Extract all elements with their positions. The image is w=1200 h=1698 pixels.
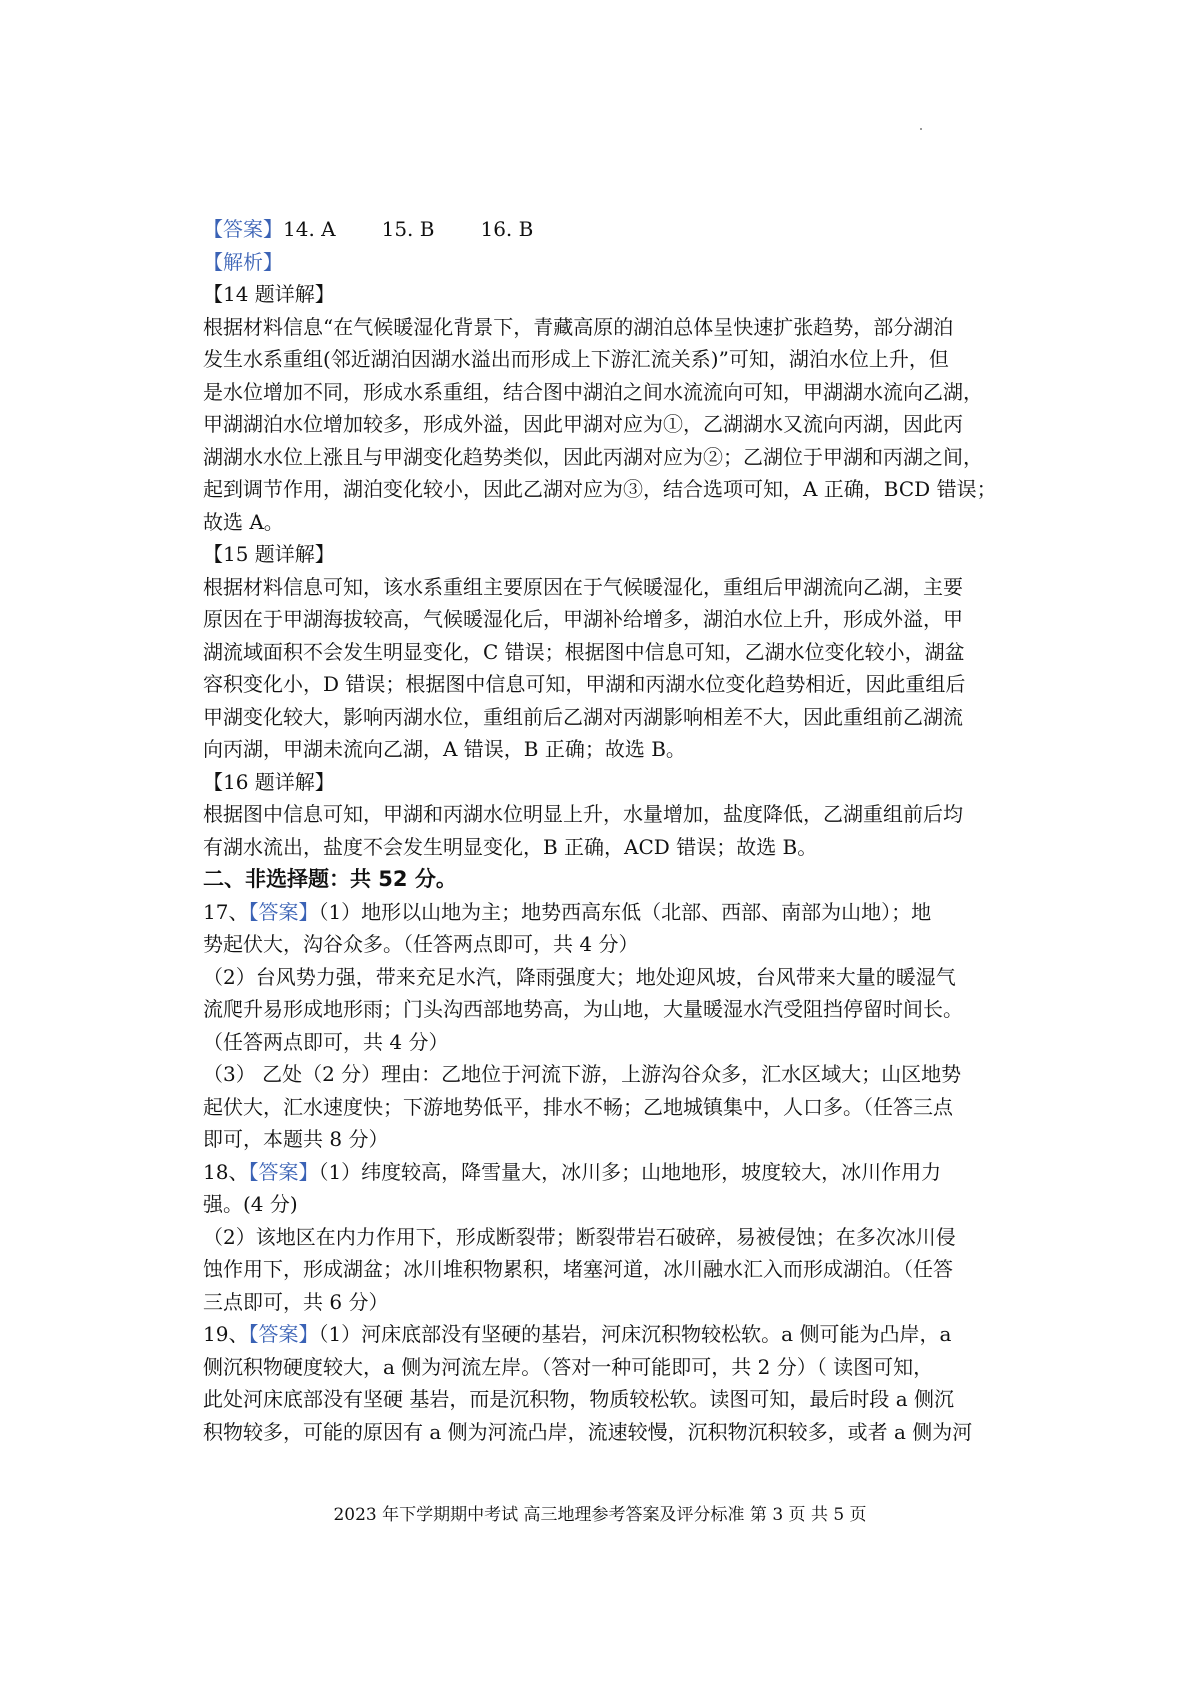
text-line: 强。(4 分)	[203, 1192, 298, 1216]
text-line: 侧沉积物硬度较大，a 侧为河流左岸。（答对一种可能即可，共 2 分）（ 读图可知，	[203, 1354, 934, 1379]
text-line: （任答两点即可，共 4 分）	[203, 1029, 449, 1054]
text-line: 向丙湖，甲湖未流向乙湖，A 错误，B 正确；故选 B。	[203, 737, 686, 761]
text-line: （2）该地区在内力作用下，形成断裂带；断裂带岩石破碎，易被侵蚀；在多次冰川侵	[203, 1224, 956, 1249]
q16-title: 【16 题详解】	[203, 769, 335, 794]
text-line: 根据材料信息可知，该水系重组主要原因在于气候暖湿化，重组后甲湖流向乙湖，主要	[203, 574, 963, 599]
text-line: 即可，本题共 8 分）	[203, 1127, 389, 1151]
text-line: 根据材料信息“在气候暖湿化背景下，青藏高原的湖泊总体呈快速扩张趋势，部分湖泊	[203, 314, 954, 339]
text-line: 原因在于甲湖海拔较高，气候暖湿化后，甲湖补给增多，湖泊水位上升，形成外溢，甲	[203, 607, 963, 631]
text-line: 容积变化小，D 错误；根据图中信息可知，甲湖和丙湖水位变化趋势相近，因此重组后	[203, 672, 966, 696]
text-line: 此处河床底部没有坚硬 基岩，而是沉积物，物质较松软。读图可知，最后时段 a 侧沉	[203, 1387, 954, 1411]
answer-tag: 【答案】	[248, 1322, 319, 1346]
text-line: （1）河床底部没有坚硬的基岩，河床沉积物较松软。a 侧可能为凸岸，a	[318, 1322, 952, 1346]
text-line: 是水位增加不同，形成水系重组，结合图中湖泊之间水流流向可知，甲湖湖水流向乙湖，	[203, 379, 983, 404]
text-line: （2）台风势力强，带来充足水汽，降雨强度大；地处迎风坡，台风带来大量的暖湿气	[203, 964, 956, 989]
answer-page-body	[203, 213, 1003, 1448]
text-line: 流爬升易形成地形雨；门头沟西部地势高，为山地，大量暖湿水汽受阻挡停留时间长。	[203, 997, 963, 1021]
answer-tag: 【答案】	[203, 217, 283, 241]
text-line: 湖湖水水位上涨且与甲湖变化趋势类似，因此丙湖对应为②；乙湖位于甲湖和丙湖之间，	[203, 444, 983, 469]
text-line: （1）地形以山地为主；地势西高东低（北部、西部、南部为山地）；地	[318, 899, 932, 924]
q15-explanation	[203, 571, 1003, 766]
text-line: 蚀作用下，形成湖盆；冰川堆积物累积，堵塞河道，冰川融水汇入而形成湖泊。（任答	[203, 1257, 953, 1281]
analysis-tag: 【解析】	[203, 249, 283, 274]
q18-answer	[203, 1156, 1003, 1319]
q19-answer	[203, 1318, 1003, 1448]
text-line: 有湖水流出，盐度不会发生明显变化，B 正确，ACD 错误；故选 B。	[203, 834, 818, 859]
section-2-heading: 二、非选择题：共 52 分。	[203, 867, 457, 891]
answer-16: 16. B	[480, 217, 534, 241]
question-number: 19、	[203, 1322, 249, 1346]
answer-15: 15. B	[381, 217, 435, 241]
text-line: （1）纬度较高，降雪量大，冰川多；山地地形，坡度较大，冰川作用力	[318, 1159, 942, 1184]
q14-explanation	[203, 311, 1003, 539]
answer-14: 14. A	[283, 217, 336, 241]
q17-answer	[203, 896, 1003, 1156]
question-number: 17、	[203, 899, 249, 924]
text-line: 根据图中信息可知，甲湖和丙湖水位明显上升，水量增加，盐度降低，乙湖重组前后均	[203, 802, 963, 826]
page-footer: 2023 年下学期期中考试 高三地理参考答案及评分标准 第 3 页 共 5 页	[333, 1505, 867, 1525]
text-line: 甲湖湖泊水位增加较多，形成外溢，因此甲湖对应为①，乙湖湖水又流向丙湖，因此丙	[203, 412, 963, 436]
answer-tag: 【答案】	[248, 1159, 319, 1184]
text-line: 甲湖变化较大，影响丙湖水位，重组前后乙湖对丙湖影响相差不大，因此重组前乙湖流	[203, 704, 963, 729]
text-line: 起伏大，汇水速度快；下游地势低平，排水不畅；乙地城镇集中，人口多。（任答三点	[203, 1094, 953, 1119]
text-line: 故选 A。	[203, 509, 284, 534]
question-number: 18、	[203, 1159, 249, 1184]
q16-explanation	[203, 798, 1003, 863]
answers-line	[203, 213, 1003, 246]
answer-tag: 【答案】	[248, 899, 319, 924]
q15-title: 【15 题详解】	[203, 542, 335, 566]
q14-title: 【14 题详解】	[203, 282, 335, 306]
scan-speck	[920, 128, 922, 130]
text-line: 起到调节作用，湖泊变化较小，因此乙湖对应为③，结合选项可知，A 正确，BCD 错误；	[203, 477, 997, 501]
text-line: 湖流域面积不会发生明显变化，C 错误；根据图中信息可知，乙湖水位变化较小，湖盆	[203, 639, 965, 664]
text-line: 势起伏大，沟谷众多。（任答两点即可，共 4 分）	[203, 932, 639, 956]
text-line: （3） 乙处（2 分）理由：乙地位于河流下游，上游沟谷众多，汇水区域大；山区地势	[203, 1062, 962, 1086]
text-line: 三点即可，共 6 分）	[203, 1289, 389, 1314]
text-line: 积物较多，可能的原因有 a 侧为河流凸岸，流速较慢，沉积物沉积较多，或者 a 侧为河	[203, 1419, 973, 1444]
text-line: 发生水系重组(邻近湖泊因湖水溢出而形成上下游汇流关系)”可知，湖泊水位上升，但	[203, 347, 949, 371]
